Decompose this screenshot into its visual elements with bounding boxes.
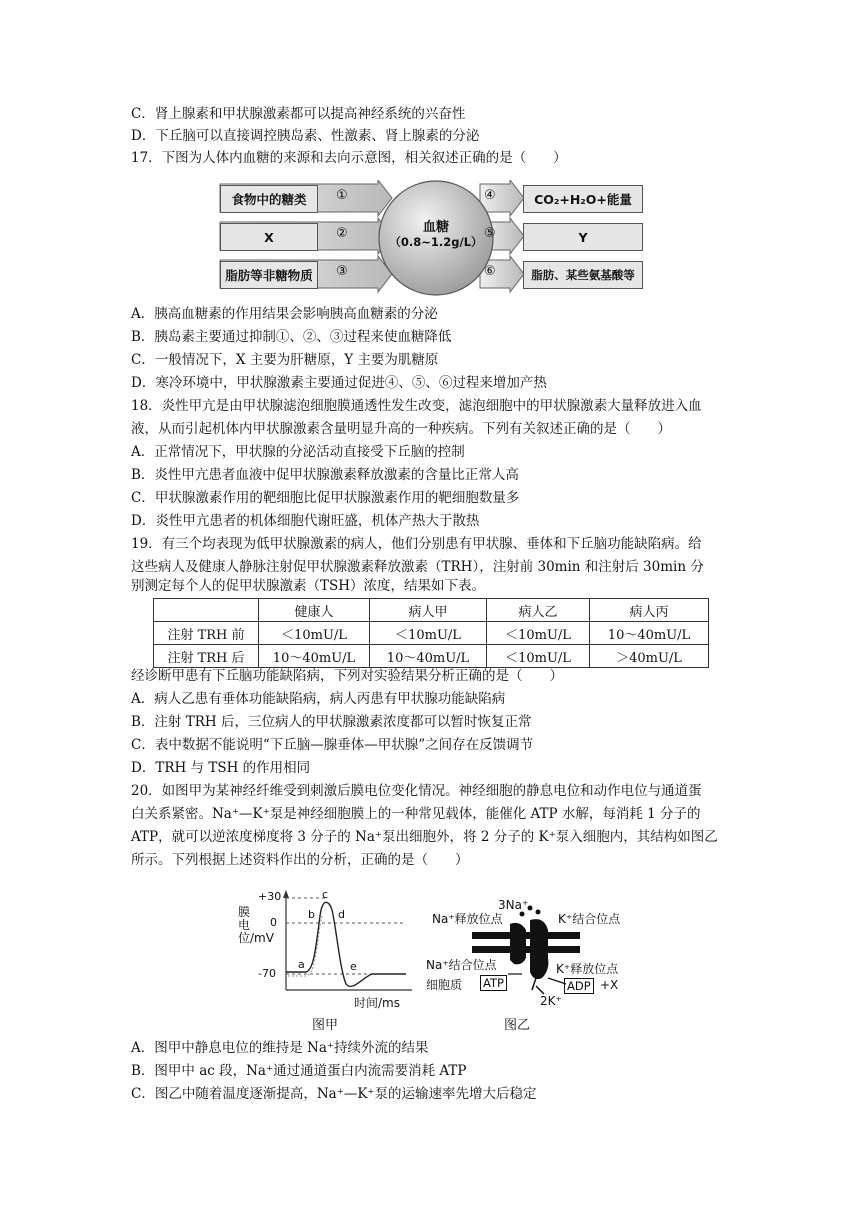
tsh-results-table [153,598,709,668]
q20-stem-line1: 20．如图甲为某神经纤维受到刺激后膜电位变化情况。神经细胞的静息电位和动作电位与通道蛋 [131,783,702,799]
q20-stem-line2: 白关系紧密。Na⁺—K⁺泵是神经细胞膜上的一种常见载体，能催化 ATP 水解，每消耗 1 分子的 [131,806,701,822]
table-header-cell: 健康人 [259,599,370,622]
process-label-2: ② [336,226,348,241]
q17-stem: 17．下图为人体内血糖的来源和去向示意图，相关叙述正确的是（ ） [131,150,567,166]
table-header-cell: 病人甲 [370,599,487,622]
point-d: d [338,908,345,921]
table-header-cell: 病人丙 [590,599,709,622]
q19-option-d: D．TRH 与 TSH 的作用相同 [131,760,311,776]
process-label-6: ⑥ [484,264,496,279]
q20-option-a: A．图甲中静息电位的维持是 Na⁺持续外流的结果 [131,1040,429,1056]
table-header-cell [154,599,259,622]
table-cell: 注射 TRH 后 [154,645,259,668]
q19-option-b: B．注射 TRH 后，三位病人的甲状腺激素浓度都可以暂时恢复正常 [131,714,532,730]
caption-yi: 图乙 [504,1018,531,1033]
label-plus-x: +X [600,978,619,992]
fate-box-oxidation: CO₂+H₂O+能量 [523,185,643,213]
table-cell: ＜10mU/L [259,622,370,645]
caption-jia: 图甲 [312,1018,339,1033]
table-row [154,622,709,645]
tick-plus30: +30 [258,890,282,903]
table-row [154,645,709,668]
q18-option-d: D．炎性甲亢患者的机体细胞代谢旺盛，机体产热大于散热 [131,513,480,529]
q17-option-d: D．寒冷环境中，甲状腺激素主要通过促进④、⑤、⑥过程来增加产热 [131,375,547,391]
table-cell: ＜10mU/L [370,622,487,645]
q17-option-a: A．胰高血糖素的作用结果会影响胰高血糖素的分泌 [131,306,438,322]
figure-20 [236,886,636,1034]
label-atp: ATP [480,975,507,991]
q16-option-d: D．下丘脑可以直接调控胰岛素、性激素、肾上腺素的分泌 [131,128,480,144]
q18-option-c: C．甲状腺激素作用的靶细胞比促甲状腺激素作用的靶细胞数量多 [131,490,520,506]
q18-option-b: B．炎性甲亢患者血液中促甲状腺激素释放激素的含量比正常人高 [131,467,519,483]
label-na-binding: Na⁺结合位点 [426,958,497,972]
point-e: e [350,960,357,973]
membrane-potential-graph [236,886,416,1034]
tick-zero: 0 [270,916,277,929]
q20-stem-line3: ATP，就可以逆浓度梯度将 3 分子的 Na⁺泵出细胞外，将 2 分子的 K⁺泵入细胞内，其结构如图乙 [131,829,718,845]
table-cell: 10～40mU/L [259,645,370,668]
source-box-non-sugar: 脂肪等非糖物质 [220,261,318,289]
table-header-cell: 病人乙 [487,599,590,622]
label-k-release: K⁺释放位点 [556,962,619,976]
label-3na: 3Na⁺ [498,898,529,912]
table-cell: ＜10mU/L [487,645,590,668]
blood-sugar-diagram [218,180,648,296]
table-cell: 注射 TRH 前 [154,622,259,645]
point-a: a [298,958,305,971]
q19-stem-line1: 19．有三个均表现为低甲状腺激素的病人，他们分别患有甲状腺、垂体和下丘脑功能缺陷病。给 [131,536,702,552]
q20-stem-line4: 所示。下列根据上述资料作出的分析，正确的是（ ） [131,852,469,868]
fate-box-y: Y [523,223,643,251]
blood-sugar-title: 血糖 [422,220,449,235]
na-k-pump-diagram [426,886,636,1014]
label-adp: ADP [564,978,594,994]
label-cytoplasm: 细胞质 [426,978,463,992]
q17-option-b: B．胰岛素主要通过抑制①、②、③过程来使血糖降低 [131,329,452,345]
q20-option-b: B．图甲中 ac 段，Na⁺通过通道蛋白内流需要消耗 ATP [131,1063,467,1079]
q19-option-c: C．表中数据不能说明“下丘脑—腺垂体—甲状腺”之间存在反馈调节 [131,737,534,753]
table-cell: 10～40mU/L [370,645,487,668]
table-cell: ＜10mU/L [487,622,590,645]
q18-stem-line2: 液，从而引起机体内甲状腺激素含量明显升高的一种疾病。下列有关叙述正确的是（ ） [131,421,671,437]
tick-minus70: -70 [258,967,276,980]
label-2k: 2K⁺ [540,994,562,1008]
table-header-row [154,599,709,622]
q19-stem-line3: 别测定每个人的促甲状腺激素（TSH）浓度，结果如下表。 [131,578,486,594]
q20-option-c: C．图乙中随着温度逐渐提高，Na⁺—K⁺泵的运输速率先增大后稳定 [131,1086,537,1102]
q19-option-a: A．病人乙患有垂体功能缺陷病，病人丙患有甲状腺功能缺陷病 [131,691,506,707]
q19-after-table: 经诊断甲患有下丘脑功能缺陷病，下列对实验结果分析正确的是（ ） [131,668,563,684]
label-k-binding: K⁺结合位点 [558,912,621,926]
q18-option-a: A．正常情况下，甲状腺的分泌活动直接受下丘脑的控制 [131,444,465,460]
process-label-4: ④ [484,188,496,203]
process-label-1: ① [336,188,348,203]
q16-option-c: C．肾上腺素和甲状腺激素都可以提高神经系统的兴奋性 [131,106,466,122]
point-b: b [308,908,315,921]
source-box-food-sugar: 食物中的糖类 [220,185,318,213]
table-cell: 10～40mU/L [590,622,709,645]
point-c: c [322,888,329,901]
q17-option-c: C．一般情况下，X 主要为肝糖原，Y 主要为肌糖原 [131,352,439,368]
source-box-x: X [220,223,318,251]
process-label-3: ③ [336,264,348,279]
graph-xlabel: 时间/ms [354,996,400,1010]
process-label-5: ⑤ [484,226,496,241]
table-cell: ＞40mU/L [590,645,709,668]
graph-ylabel: 膜电位/mV [238,905,274,945]
q18-stem-line1: 18．炎性甲亢是由甲状腺滤泡细胞膜通透性发生改变，滤泡细胞中的甲状腺激素大量释放进入血 [131,398,702,414]
label-na-release: Na⁺释放位点 [432,912,503,926]
q19-stem-line2: 这些病人及健康人静脉注射促甲状腺激素释放激素（TRH），注射前 30min 和注射后 30min 分 [131,559,704,575]
fate-box-conversion: 脂肪、某些氨基酸等 [523,261,643,289]
blood-sugar-range: （0.8~1.2g/L） [389,235,483,249]
